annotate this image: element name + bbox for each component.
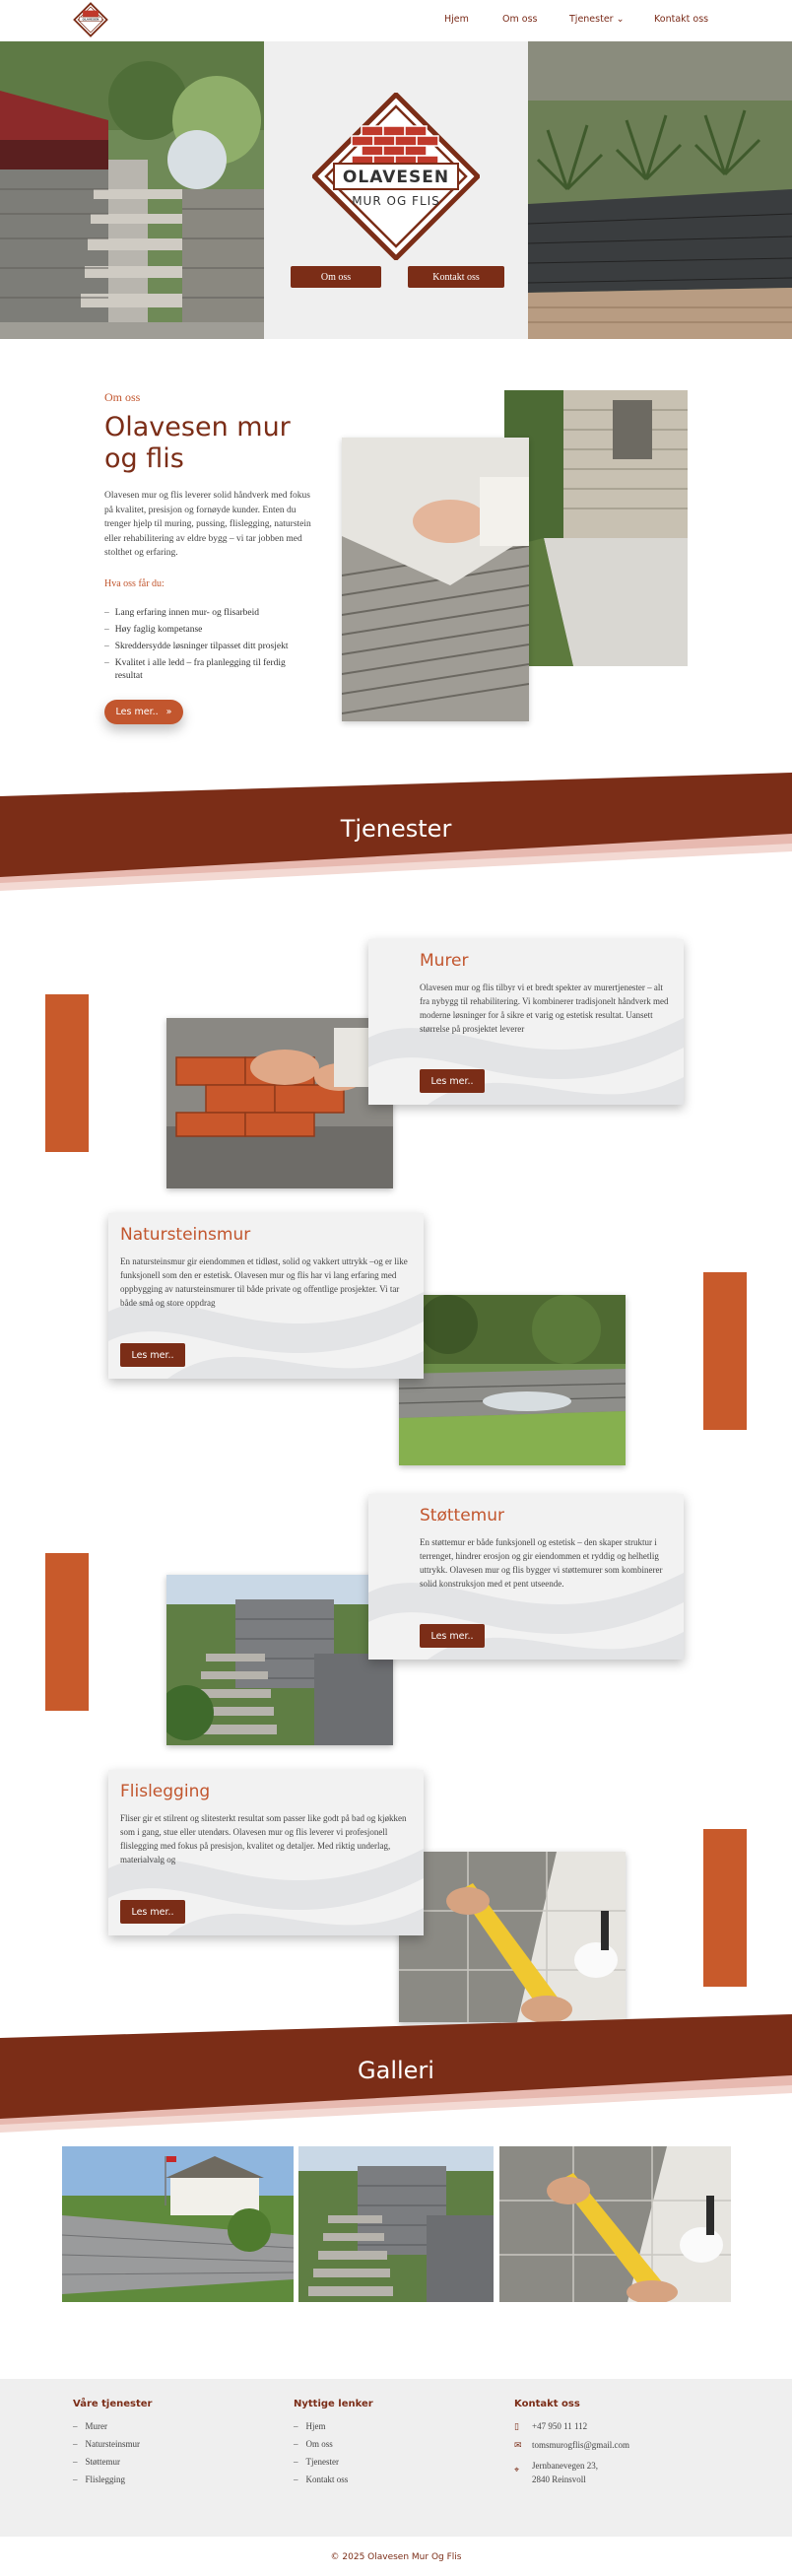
- hero-image-stonewall: [528, 41, 792, 339]
- nav-about[interactable]: Om oss: [502, 14, 538, 25]
- phone-icon: ▯: [514, 2421, 519, 2431]
- footer-address: ⌖ Jernbanevegen 23, 2840 Reinsvoll: [514, 2461, 598, 2484]
- service-image-natural-stone: [399, 1295, 626, 1465]
- location-pin-icon: ⌖: [514, 2465, 520, 2474]
- list-item: – Lang erfaring innen mur- og flisarbeid: [104, 607, 311, 620]
- gallery-section: [0, 2142, 792, 2379]
- footer-service-link[interactable]: – Natursteinsmur: [73, 2439, 152, 2449]
- footer-links-heading: Nyttige lenker: [294, 2399, 373, 2409]
- footer-contact-heading: Kontakt oss: [514, 2399, 580, 2409]
- about-title: Olavesen mur og flis: [104, 412, 291, 474]
- service-flislegging: [0, 1758, 792, 2036]
- service-image-bricklaying: [166, 1018, 393, 1188]
- nav-home[interactable]: Hjem: [444, 14, 469, 25]
- gallery-image-tiling[interactable]: [499, 2146, 731, 2302]
- service-card-natursteinsmur: [108, 1213, 424, 1379]
- gallery-image-wall[interactable]: [62, 2146, 294, 2302]
- service-title: Murer: [420, 951, 469, 971]
- footer-services: [73, 2399, 152, 2492]
- about-subtitle: Hva oss får du:: [104, 578, 165, 589]
- about-image-wall: [504, 390, 688, 666]
- service-image-tiling: [399, 1852, 626, 2022]
- services-banner-title: Tjenester: [340, 815, 452, 843]
- hero-logo-panel: [264, 41, 528, 339]
- svg-text:MUR OG FLIS: MUR OG FLIS: [352, 194, 440, 208]
- footer-links: [294, 2399, 373, 2492]
- service-read-more-button[interactable]: Les mer..: [420, 1624, 485, 1648]
- service-card-murer: [368, 939, 684, 1105]
- brand-logo: [312, 93, 480, 260]
- service-title: Flislegging: [120, 1782, 211, 1801]
- about-benefits-list: [104, 607, 311, 687]
- site-header: [0, 0, 792, 41]
- service-text: En natursteinsmur gir eiendommen et tidløst, solid og vakkert uttrykk –og er like funksjonell som den er estetisk. Olavesen mur og flis har vi lang erfaring med oppbygging av natursteinsmurer til både private og offentlige prosjekter. Vi tar både små og store oppdrag: [120, 1256, 408, 1308]
- service-title: Støttemur: [420, 1506, 504, 1525]
- footer-nav-link[interactable]: – Om oss: [294, 2439, 373, 2449]
- svg-text:OLAVESEN: OLAVESEN: [82, 17, 99, 22]
- decor-accent-bar: [703, 1829, 747, 1987]
- footer-nav-link[interactable]: – Hjem: [294, 2421, 373, 2431]
- service-card-flislegging: [108, 1770, 424, 1935]
- about-text: Olavesen mur og flis leverer solid håndverk med fokus på kvalitet, presisjon og fornøyde kunder. Enten du trenger hjelp til muring, pussing, flislegging, naturstein eller rehabilitering av eldre bygg – vi tar jobben med stolthet og erfaring.: [104, 491, 311, 558]
- footer-nav-link[interactable]: – Kontakt oss: [294, 2474, 373, 2484]
- footer-services-heading: Våre tjenester: [73, 2399, 153, 2409]
- services-banner: [0, 773, 792, 901]
- nav-contact[interactable]: Kontakt oss: [654, 14, 709, 25]
- chevron-right-icon: »: [165, 707, 172, 717]
- list-item: – Høy faglig kompetanse: [104, 624, 311, 637]
- decor-accent-bar: [45, 1553, 89, 1711]
- hero-section: [0, 41, 792, 339]
- footer-nav-link[interactable]: – Tjenester: [294, 2457, 373, 2467]
- copyright-text: © 2025 Olavesen Mur Og Flis: [330, 2552, 462, 2562]
- list-item: – Skreddersydde løsninger tilpasset ditt prosjekt: [104, 641, 311, 653]
- footer-email[interactable]: ✉ tomsmurogflis@gmail.com: [514, 2440, 630, 2450]
- service-text: Olavesen mur og flis tilbyr vi et bredt spekter av murertjenester – alt fra nybygg til rehabilitering. Vi kombinerer tradisjonelt håndverk med moderne løsninger for å sikre et varig og estetisk resultat. Uansett størrelse på prosjektet leverer: [420, 983, 669, 1034]
- footer-phone[interactable]: ▯ +47 950 11 112: [514, 2421, 588, 2431]
- service-text: Fliser gir et stilrent og slitesterkt resultat som passer like godt på bad og kjøkken som i gang, stue eller utendørs. Olavesen mur og flis leverer vi profesjonell flislegging med fokus på presisjon, kvalitet og detaljer. Med riktig underlag, materialvalg og: [120, 1813, 407, 1864]
- about-section: [0, 339, 792, 773]
- footer-contact: [514, 2399, 629, 2494]
- service-read-more-button[interactable]: Les mer..: [120, 1343, 185, 1367]
- gallery-image-stairs[interactable]: [298, 2146, 494, 2302]
- service-title: Natursteinsmur: [120, 1225, 251, 1245]
- gallery-banner-title: Galleri: [358, 2057, 434, 2084]
- footer-service-link[interactable]: – Flislegging: [73, 2474, 152, 2484]
- decor-accent-bar: [45, 994, 89, 1152]
- about-kicker: Om oss: [104, 390, 141, 404]
- footer-service-link[interactable]: – Murer: [73, 2421, 152, 2431]
- service-image-retaining-wall: [166, 1575, 393, 1745]
- list-item: – Kvalitet i alle ledd – fra planlegging til ferdig resultat: [104, 657, 311, 683]
- service-natursteinsmur: [0, 1201, 792, 1479]
- gallery-banner: [0, 2014, 792, 2142]
- service-murer: [0, 925, 792, 1203]
- decor-accent-bar: [703, 1272, 747, 1430]
- svg-text:OLAVESEN: OLAVESEN: [342, 168, 450, 187]
- about-image-tiling: [342, 438, 529, 721]
- footer-service-link[interactable]: – Støttemur: [73, 2457, 152, 2467]
- service-read-more-button[interactable]: Les mer..: [120, 1900, 185, 1924]
- service-card-stottemur: [368, 1494, 684, 1660]
- about-read-more-button[interactable]: Les mer.. »: [104, 700, 183, 724]
- mail-icon: ✉: [514, 2440, 522, 2450]
- hero-about-button[interactable]: Om oss: [291, 266, 381, 288]
- service-read-more-button[interactable]: Les mer..: [420, 1069, 485, 1093]
- hero-contact-button[interactable]: Kontakt oss: [408, 266, 504, 288]
- nav-services[interactable]: Tjenester ⌄: [569, 14, 625, 25]
- site-footer: [0, 2379, 792, 2537]
- service-stottemur: [0, 1482, 792, 1760]
- service-text: En støttemur er både funksjonell og estetisk – den skaper struktur i terrenget, hindrer erosjon og gir eiendommen et ryddig og helhetlig uttrykk. Olavesen mur og flis bygger vi støttemurer som kombinerer solid konstruksjon med et pent utseende.: [420, 1537, 663, 1589]
- hero-image-stairs: [0, 41, 264, 339]
- services-section: [0, 901, 792, 2014]
- site-logo[interactable]: [73, 2, 108, 37]
